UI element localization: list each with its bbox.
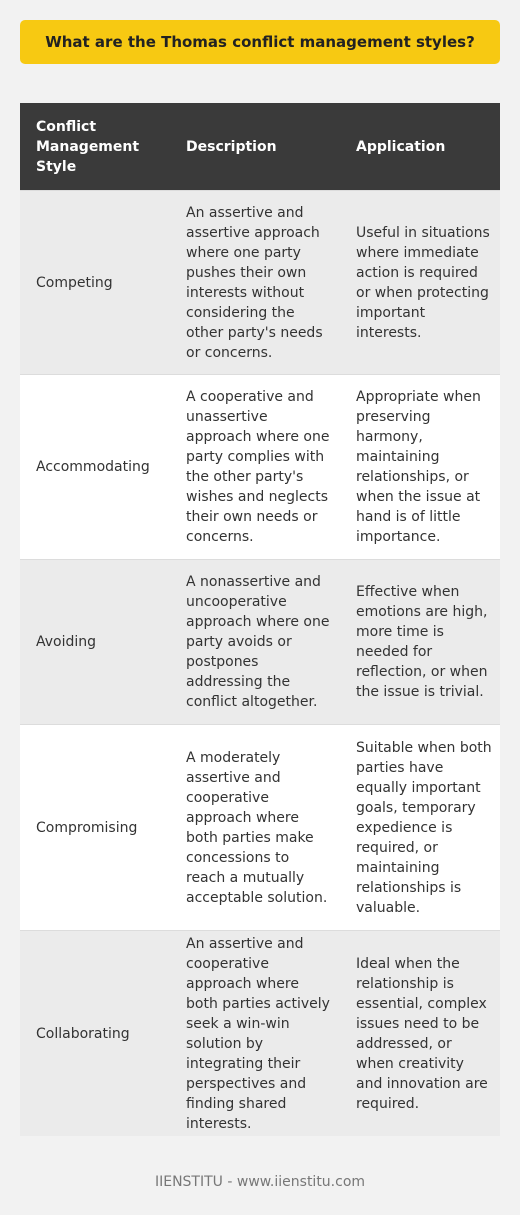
page-title: What are the Thomas conflict management styles? [20,20,500,64]
table-row [20,375,500,560]
header-application: Application [356,138,446,155]
description-cell: A nonassertive and uncooperative approach where one party avoids or postpones addressing the conflict altogether. [186,574,330,710]
style-cell: Competing [36,274,113,291]
description-cell: An assertive and cooperative approach where both parties actively seek a win-win solution by integrating their perspectives and finding shared interests. [186,935,330,1132]
table-row [20,931,500,1137]
application-cell: Useful in situations where immediate action is required or when protecting important interests. [356,224,490,341]
style-cell: Avoiding [36,634,97,650]
header-description: Description [186,138,277,155]
application-cell: Suitable when both parties have equally important goals, temporary expedience is required, or maintaining relationships is valuable. [356,739,492,916]
style-cell: Accommodating [36,459,150,475]
description-cell: A moderately assertive and cooperative approach where both parties make concessions to reach a mutually acceptable solution. [186,749,328,906]
table-row [20,725,500,931]
table-header-row [20,103,500,191]
header-style: Conflict Management Style [36,118,140,175]
conflict-styles-table [20,103,500,1136]
description-cell: A cooperative and unassertive approach where one party complies with the other party's wishes and neglects their own needs or concerns. [186,389,330,545]
application-cell: Effective when emotions are high, more time is needed for reflection, or when the issue is trivial. [356,584,488,700]
style-cell: Compromising [36,819,138,836]
footer-credit: IIENSTITU - www.iienstitu.com [154,1174,366,1190]
table-row [20,560,500,725]
application-cell: Ideal when the relationship is essential, complex issues need to be addressed, or when creativity and innovation are required. [356,955,488,1112]
style-cell: Collaborating [36,1025,130,1042]
table-row [20,191,500,375]
application-cell: Appropriate when preserving harmony, maintaining relationships, or when the issue at hand is of little importance. [356,389,481,545]
description-cell: An assertive and assertive approach where one party pushes their own interests without considering the other party's needs or concerns. [186,204,323,361]
